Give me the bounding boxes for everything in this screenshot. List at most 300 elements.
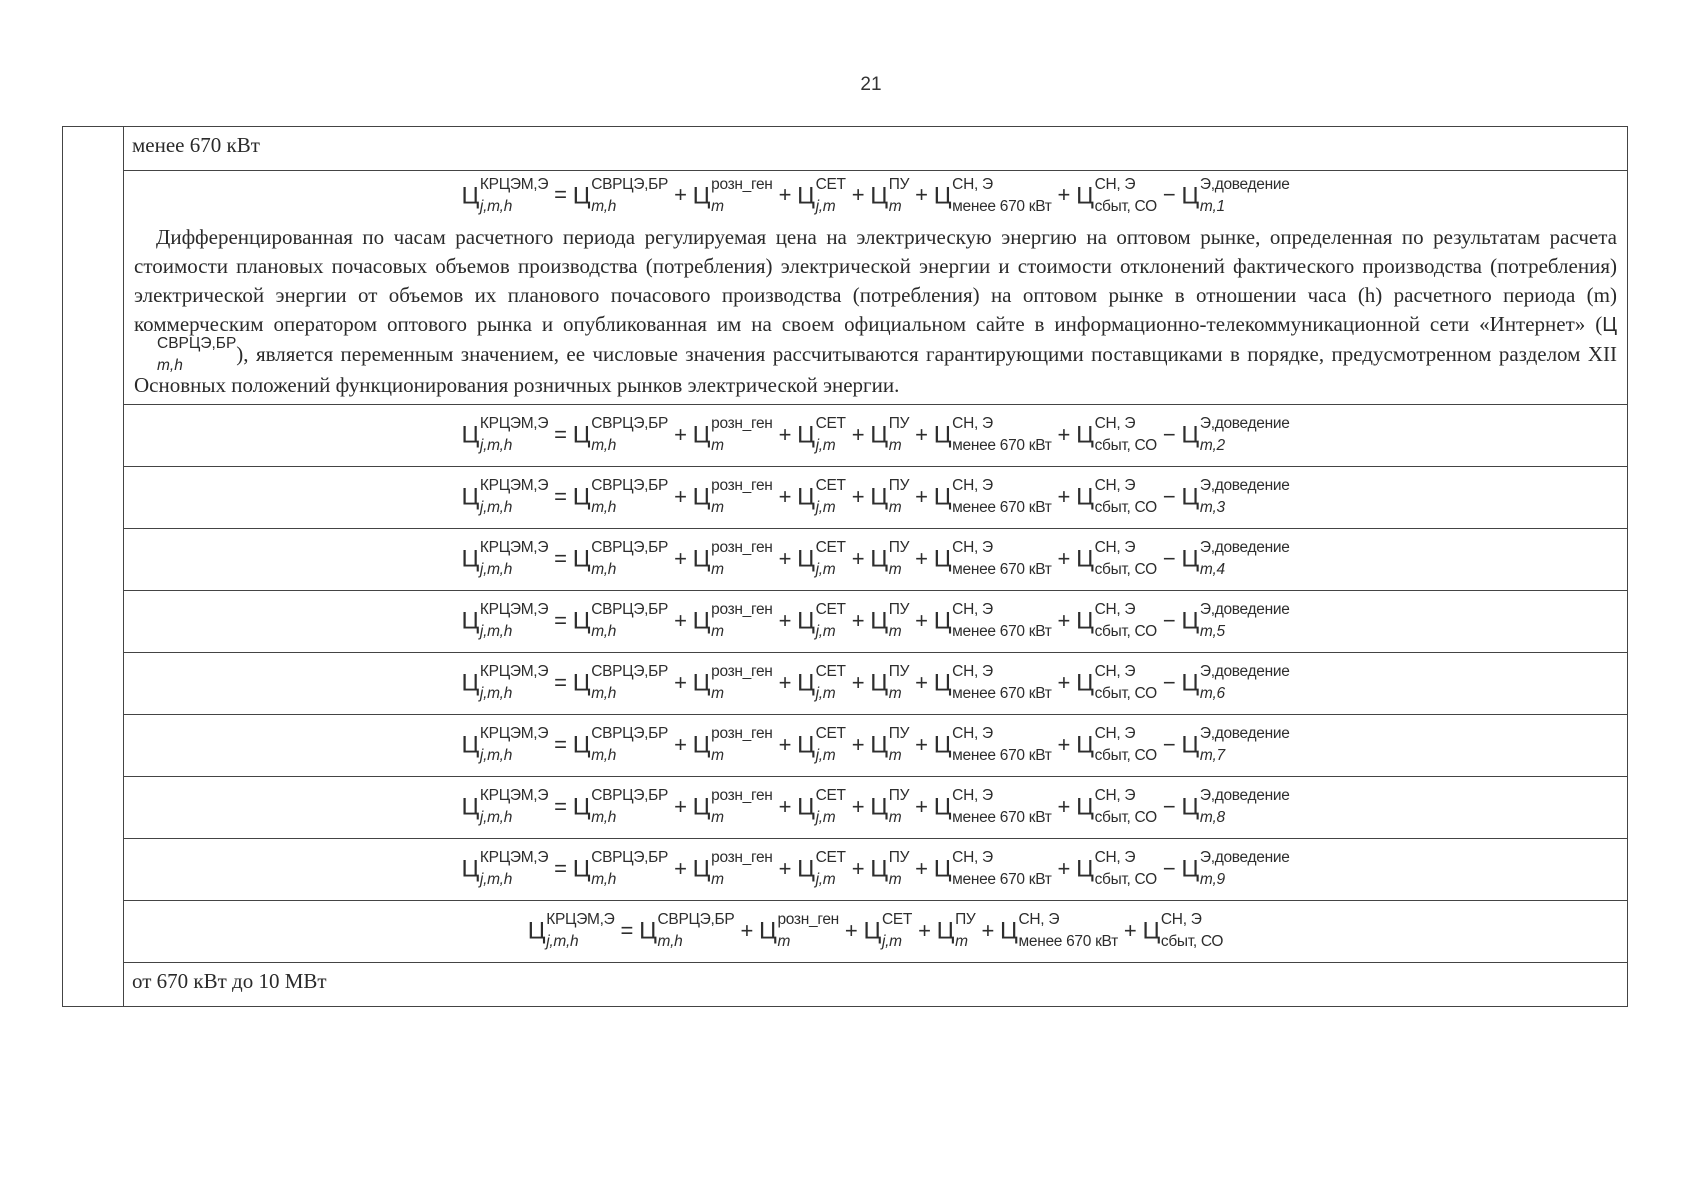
- term-base: Ц: [1076, 669, 1094, 697]
- price-term-t2: [692, 539, 773, 578]
- term-base: Ц: [870, 421, 888, 449]
- symbol-sub: m,h: [157, 356, 183, 374]
- price-term-t1: [572, 477, 669, 516]
- term-base: Ц: [1000, 917, 1018, 945]
- term-subscript: j,m: [815, 560, 836, 578]
- term-base: Ц: [572, 421, 591, 449]
- paragraph-text-after: ), является переменным значением, ее числовые значения рассчитываются гарантирующими поставщиками в порядке, предусмотренном разделом XII Основных положений функционирования розничных рынков электрической энергии.: [134, 342, 1617, 398]
- term-subscript: сбыт, СО: [1094, 870, 1157, 888]
- term-indices: [1094, 601, 1157, 640]
- term-superscript: розн_ген: [711, 787, 773, 805]
- term-subscript: сбыт, СО: [1160, 932, 1224, 950]
- plus-sign: +: [915, 607, 928, 633]
- price-term-t3: [863, 911, 913, 950]
- term-superscript: розн_ген: [711, 477, 773, 495]
- formula-1: [134, 176, 1617, 221]
- term-base: Ц: [797, 731, 815, 759]
- term-subscript: m,h: [591, 197, 617, 215]
- plus-sign: +: [1057, 607, 1071, 633]
- term-base: Ц: [692, 483, 711, 511]
- term-subscript: m: [711, 746, 724, 764]
- formula-row: [63, 405, 1628, 467]
- term-superscript: СВРЦЭ,БР: [657, 911, 735, 929]
- term-indices: [711, 725, 773, 764]
- equals-sign: =: [554, 545, 567, 571]
- term-superscript: СН, Э: [952, 176, 993, 193]
- price-term-t4: [870, 477, 910, 516]
- term-indices: [888, 849, 910, 888]
- term-base: Ц: [797, 793, 815, 821]
- plus-sign: +: [674, 182, 687, 208]
- plus-sign: +: [851, 731, 865, 757]
- term-base: Ц: [1076, 855, 1094, 883]
- term-superscript: СЕТ: [815, 787, 846, 805]
- term-indices: [1199, 477, 1290, 516]
- term-indices: [479, 176, 549, 215]
- term-superscript: СН, Э: [952, 415, 993, 433]
- term-subscript: m,4: [1199, 560, 1225, 578]
- price-definition-paragraph: [134, 223, 1617, 400]
- term-superscript: розн_ген: [711, 849, 773, 867]
- heading-bottom: от 670 кВт до 10 МВт: [124, 963, 1628, 1007]
- price-term-t4: [870, 725, 910, 764]
- term-indices: [479, 477, 549, 516]
- term-subscript: m: [711, 622, 724, 640]
- term-indices: [591, 415, 669, 454]
- term-base: Ц: [461, 545, 479, 573]
- formula-6: [124, 653, 1628, 715]
- plus-sign: +: [1123, 917, 1137, 943]
- plus-sign: +: [1057, 731, 1071, 757]
- term-subscript: j,m,h: [479, 197, 513, 215]
- heading-top: менее 670 кВт: [124, 127, 1628, 171]
- term-superscript: СЕТ: [815, 477, 846, 495]
- term-indices: [1199, 539, 1290, 578]
- term-base: Ц: [461, 793, 479, 821]
- formula-2: [124, 405, 1628, 467]
- first-formula-cell: [124, 171, 1628, 405]
- term-indices: [952, 663, 1052, 702]
- plus-sign: +: [851, 545, 865, 571]
- term-indices: [888, 725, 910, 764]
- price-term-t5: [933, 849, 1052, 888]
- term-superscript: Э,доведение: [1199, 477, 1290, 495]
- price-term-t2: [692, 787, 773, 826]
- price-formula: [461, 477, 1290, 516]
- term-superscript: СЕТ: [815, 849, 846, 867]
- price-term-t5: [933, 176, 1052, 215]
- price-term-t1: [572, 176, 669, 215]
- formula-5: [124, 591, 1628, 653]
- price-term-t1: [572, 415, 669, 454]
- term-base: Ц: [933, 731, 952, 759]
- term-superscript: СН, Э: [952, 539, 993, 557]
- price-term-t1: [572, 539, 669, 578]
- plus-sign: +: [778, 182, 792, 208]
- term-indices: [591, 787, 669, 826]
- term-indices: [815, 176, 846, 215]
- term-superscript: СН, Э: [952, 787, 993, 805]
- equals-sign: =: [554, 731, 567, 757]
- plus-sign: +: [918, 917, 931, 943]
- term-base: Ц: [1076, 182, 1094, 210]
- term-subscript: сбыт, СО: [1094, 684, 1157, 702]
- term-base: Ц: [1181, 483, 1199, 511]
- term-indices: [1018, 911, 1118, 950]
- formula-4: [124, 529, 1628, 591]
- term-subscript: j,m: [815, 746, 836, 764]
- price-term-t3: [797, 663, 846, 702]
- price-term-t5: [933, 787, 1052, 826]
- formula-7: [124, 715, 1628, 777]
- price-term-t0: [461, 477, 549, 516]
- term-subscript: m: [888, 870, 902, 888]
- minus-sign: −: [1162, 545, 1176, 571]
- term-base: Ц: [1076, 793, 1094, 821]
- term-base: Ц: [1181, 731, 1199, 759]
- equals-sign: =: [554, 421, 567, 447]
- term-subscript: сбыт, СО: [1094, 808, 1157, 826]
- price-term-t0: [461, 663, 549, 702]
- term-subscript: m,2: [1199, 436, 1225, 454]
- price-term-t2: [692, 176, 773, 215]
- term-superscript: розн_ген: [711, 539, 773, 557]
- term-superscript: СН, Э: [1094, 787, 1136, 805]
- price-term-t7: [1181, 477, 1290, 516]
- term-subscript: менее 670 кВт: [952, 498, 1052, 516]
- term-superscript: СЕТ: [815, 601, 846, 619]
- term-indices: [955, 911, 976, 950]
- term-subscript: менее 670 кВт: [952, 197, 1052, 215]
- price-term-t1: [572, 663, 669, 702]
- term-indices: [591, 477, 669, 516]
- term-base: Ц: [572, 607, 591, 635]
- formula-row: [63, 591, 1628, 653]
- term-superscript: СН, Э: [1094, 663, 1136, 681]
- price-term-t3: [797, 477, 846, 516]
- price-term-t2: [759, 911, 839, 950]
- minus-sign: −: [1162, 793, 1176, 819]
- term-base: Ц: [797, 607, 815, 635]
- term-subscript: m: [888, 560, 902, 578]
- term-superscript: СН, Э: [1094, 415, 1136, 433]
- term-base: Ц: [1076, 545, 1094, 573]
- term-subscript: m,h: [591, 808, 617, 826]
- term-subscript: j,m,h: [479, 622, 513, 640]
- term-indices: [479, 539, 549, 578]
- price-term-t4: [870, 415, 910, 454]
- price-term-t6: [1076, 725, 1157, 764]
- term-base: Ц: [527, 917, 546, 945]
- plus-sign: +: [674, 483, 687, 509]
- price-formula: [527, 911, 1224, 950]
- term-base: Ц: [863, 917, 881, 945]
- price-term-t0: [461, 787, 549, 826]
- term-indices: [952, 176, 1052, 215]
- term-indices: [1199, 849, 1290, 888]
- term-subscript: j,m: [815, 498, 836, 516]
- term-superscript: Э,доведение: [1199, 663, 1290, 681]
- plus-sign: +: [851, 793, 865, 819]
- term-subscript: m: [888, 808, 902, 826]
- term-subscript: m: [711, 870, 724, 888]
- price-term-t1: [572, 725, 669, 764]
- term-superscript: розн_ген: [711, 415, 773, 433]
- heading-row-bottom: [63, 963, 1628, 1007]
- equals-sign: =: [554, 669, 567, 695]
- plus-sign: +: [778, 607, 792, 633]
- equals-sign: =: [554, 182, 567, 208]
- term-indices: [711, 477, 773, 516]
- term-base: Ц: [1181, 421, 1199, 449]
- term-subscript: m: [777, 932, 791, 950]
- price-term-t6: [1076, 787, 1157, 826]
- term-subscript: m,3: [1199, 498, 1225, 516]
- term-superscript: КРЦЭМ,Э: [479, 849, 549, 867]
- term-superscript: ПУ: [888, 601, 910, 619]
- term-indices: [711, 849, 773, 888]
- term-indices: [815, 725, 846, 764]
- price-formula: [461, 415, 1290, 454]
- plus-sign: +: [674, 731, 687, 757]
- term-superscript: КРЦЭМ,Э: [479, 539, 549, 557]
- term-base: Ц: [692, 545, 711, 573]
- term-subscript: m,6: [1199, 684, 1225, 702]
- plus-sign: +: [915, 669, 928, 695]
- price-term-t2: [692, 725, 773, 764]
- term-superscript: ПУ: [888, 849, 910, 867]
- term-superscript: СН, Э: [952, 663, 993, 681]
- term-indices: [591, 539, 669, 578]
- term-base: Ц: [870, 545, 888, 573]
- term-superscript: КРЦЭМ,Э: [479, 725, 549, 743]
- term-superscript: ПУ: [888, 176, 910, 193]
- price-term-t0: [461, 725, 549, 764]
- term-subscript: m: [711, 436, 724, 454]
- term-subscript: m,7: [1199, 746, 1225, 764]
- term-subscript: менее 670 кВт: [1018, 932, 1118, 950]
- term-indices: [815, 477, 846, 516]
- term-base: Ц: [1076, 421, 1094, 449]
- term-base: Ц: [692, 669, 711, 697]
- price-term-t4: [936, 911, 976, 950]
- term-subscript: менее 670 кВт: [952, 808, 1052, 826]
- term-indices: [815, 663, 846, 702]
- term-subscript: сбыт, СО: [1094, 436, 1157, 454]
- term-indices: [1094, 477, 1157, 516]
- plus-sign: +: [851, 607, 865, 633]
- term-subscript: m: [711, 197, 724, 215]
- price-term-t4: [870, 539, 910, 578]
- term-base: Ц: [933, 483, 952, 511]
- term-indices: [888, 787, 910, 826]
- term-base: Ц: [1181, 793, 1199, 821]
- term-superscript: ПУ: [888, 725, 910, 743]
- term-superscript: ПУ: [888, 539, 910, 557]
- term-base: Ц: [572, 545, 591, 573]
- plus-sign: +: [778, 793, 792, 819]
- equals-sign: =: [620, 917, 634, 943]
- minus-sign: −: [1162, 855, 1176, 881]
- term-base: Ц: [933, 182, 952, 210]
- term-base: Ц: [936, 917, 955, 945]
- term-superscript: СЕТ: [815, 725, 846, 743]
- term-superscript: Э,доведение: [1199, 539, 1290, 557]
- term-indices: [1199, 176, 1290, 215]
- formula-row: [63, 653, 1628, 715]
- price-term-t3: [797, 787, 846, 826]
- term-superscript: СВРЦЭ,БР: [591, 477, 669, 495]
- plus-sign: +: [915, 483, 928, 509]
- price-term-t6: [1076, 415, 1157, 454]
- term-superscript: СН, Э: [952, 477, 993, 495]
- term-indices: [479, 725, 549, 764]
- term-subscript: менее 670 кВт: [952, 436, 1052, 454]
- formula-8: [124, 777, 1628, 839]
- term-indices: [881, 911, 913, 950]
- term-base: Ц: [1076, 483, 1094, 511]
- term-base: Ц: [1181, 669, 1199, 697]
- term-base: Ц: [572, 855, 591, 883]
- minus-sign: −: [1162, 182, 1176, 208]
- symbol-base: Ц: [1602, 314, 1617, 336]
- price-term-t1: [572, 787, 669, 826]
- price-term-t3: [797, 539, 846, 578]
- price-term-t0: [527, 911, 615, 950]
- price-term-t3: [797, 176, 846, 215]
- term-base: Ц: [572, 731, 591, 759]
- term-subscript: j,m,h: [479, 560, 513, 578]
- term-base: Ц: [933, 793, 952, 821]
- term-base: Ц: [870, 855, 888, 883]
- plus-sign: +: [778, 731, 792, 757]
- formula-row: [63, 715, 1628, 777]
- term-indices: [711, 601, 773, 640]
- term-base: Ц: [797, 421, 815, 449]
- plus-sign: +: [1057, 545, 1071, 571]
- term-base: Ц: [870, 483, 888, 511]
- term-superscript: Э,доведение: [1199, 601, 1290, 619]
- term-indices: [1199, 725, 1290, 764]
- term-superscript: КРЦЭМ,Э: [546, 911, 615, 929]
- minus-sign: −: [1162, 483, 1176, 509]
- term-subscript: m,5: [1199, 622, 1225, 640]
- term-subscript: m,h: [591, 746, 617, 764]
- term-base: Ц: [461, 855, 479, 883]
- term-subscript: j,m,h: [546, 932, 579, 950]
- term-superscript: СН, Э: [1094, 477, 1136, 495]
- price-term-t6: [1076, 849, 1157, 888]
- term-base: Ц: [1181, 545, 1199, 573]
- paragraph-text-before: Дифференцированная по часам расчетного периода регулируемая цена на электрическую энергию на оптовом рынке, определенная по результатам расчета стоимости плановых почасовых объемов производства (потребления) электрической энергии и стоимости отклонений фактического производства (потребления) электрической энергии от объемов их планового почасового производства (потребления) на оптовом рынке в отношении часа (h) расчетного периода (m) коммерческим оператором оптового рынка и опубликованная им на своем официальном сайте в информационно-телекоммуникационной сети «Интернет» (: [134, 225, 1617, 336]
- price-term-t2: [692, 601, 773, 640]
- term-subscript: m,1: [1199, 197, 1225, 215]
- term-superscript: СН, Э: [952, 601, 993, 619]
- term-indices: [479, 787, 549, 826]
- term-subscript: j,m,h: [479, 746, 513, 764]
- term-base: Ц: [933, 669, 952, 697]
- term-superscript: КРЦЭМ,Э: [479, 601, 549, 619]
- term-superscript: ПУ: [888, 415, 910, 433]
- plus-sign: +: [915, 545, 928, 571]
- term-base: Ц: [692, 855, 711, 883]
- term-superscript: розн_ген: [711, 663, 773, 681]
- term-indices: [952, 601, 1052, 640]
- price-term-t1: [572, 849, 669, 888]
- term-indices: [888, 663, 910, 702]
- term-superscript: Э,доведение: [1199, 725, 1290, 743]
- plus-sign: +: [1057, 793, 1071, 819]
- formula-row: [63, 467, 1628, 529]
- plus-sign: +: [1057, 421, 1071, 447]
- equals-sign: =: [554, 607, 567, 633]
- plus-sign: +: [851, 483, 865, 509]
- term-subscript: m: [888, 197, 902, 215]
- term-indices: [1199, 787, 1290, 826]
- first-formula-row: [63, 171, 1628, 405]
- term-indices: [1094, 663, 1157, 702]
- term-indices: [1094, 787, 1157, 826]
- price-formula: [461, 849, 1290, 888]
- term-subscript: m: [711, 808, 724, 826]
- term-indices: [1199, 663, 1290, 702]
- price-term-t5: [933, 663, 1052, 702]
- term-subscript: m,8: [1199, 808, 1225, 826]
- price-term-t7: [1181, 539, 1290, 578]
- term-superscript: Э,доведение: [1199, 415, 1290, 433]
- term-base: Ц: [692, 793, 711, 821]
- price-term-t7: [1181, 849, 1290, 888]
- term-base: Ц: [870, 793, 888, 821]
- term-superscript: КРЦЭМ,Э: [479, 787, 549, 805]
- term-base: Ц: [933, 855, 952, 883]
- term-indices: [711, 663, 773, 702]
- plus-sign: +: [915, 793, 928, 819]
- term-base: Ц: [692, 607, 711, 635]
- term-indices: [888, 415, 910, 454]
- term-base: Ц: [692, 421, 711, 449]
- price-formula: [461, 787, 1290, 826]
- term-base: Ц: [759, 917, 777, 945]
- formula-3: [124, 467, 1628, 529]
- minus-sign: −: [1162, 607, 1176, 633]
- page-number: 21: [860, 74, 882, 95]
- term-subscript: m: [711, 684, 724, 702]
- term-base: Ц: [933, 545, 952, 573]
- plus-sign: +: [1057, 182, 1071, 208]
- term-base: Ц: [870, 182, 888, 210]
- plus-sign: +: [1057, 855, 1071, 881]
- term-base: Ц: [572, 669, 591, 697]
- term-superscript: СН, Э: [1094, 539, 1136, 557]
- term-base: Ц: [1181, 855, 1199, 883]
- term-base: Ц: [461, 182, 479, 210]
- term-subscript: сбыт, СО: [1094, 498, 1157, 516]
- term-subscript: менее 670 кВт: [952, 746, 1052, 764]
- term-superscript: СЕТ: [815, 539, 846, 557]
- term-subscript: j,m,h: [479, 498, 513, 516]
- term-base: Ц: [933, 607, 952, 635]
- price-term-t6: [1076, 176, 1157, 215]
- plus-sign: +: [851, 182, 865, 208]
- price-term-t1: [572, 601, 669, 640]
- price-term-t4: [870, 601, 910, 640]
- formula-10: [124, 901, 1628, 963]
- term-subscript: сбыт, СО: [1094, 622, 1157, 640]
- term-indices: [888, 539, 910, 578]
- term-subscript: m,h: [591, 498, 617, 516]
- price-term-t5: [933, 539, 1052, 578]
